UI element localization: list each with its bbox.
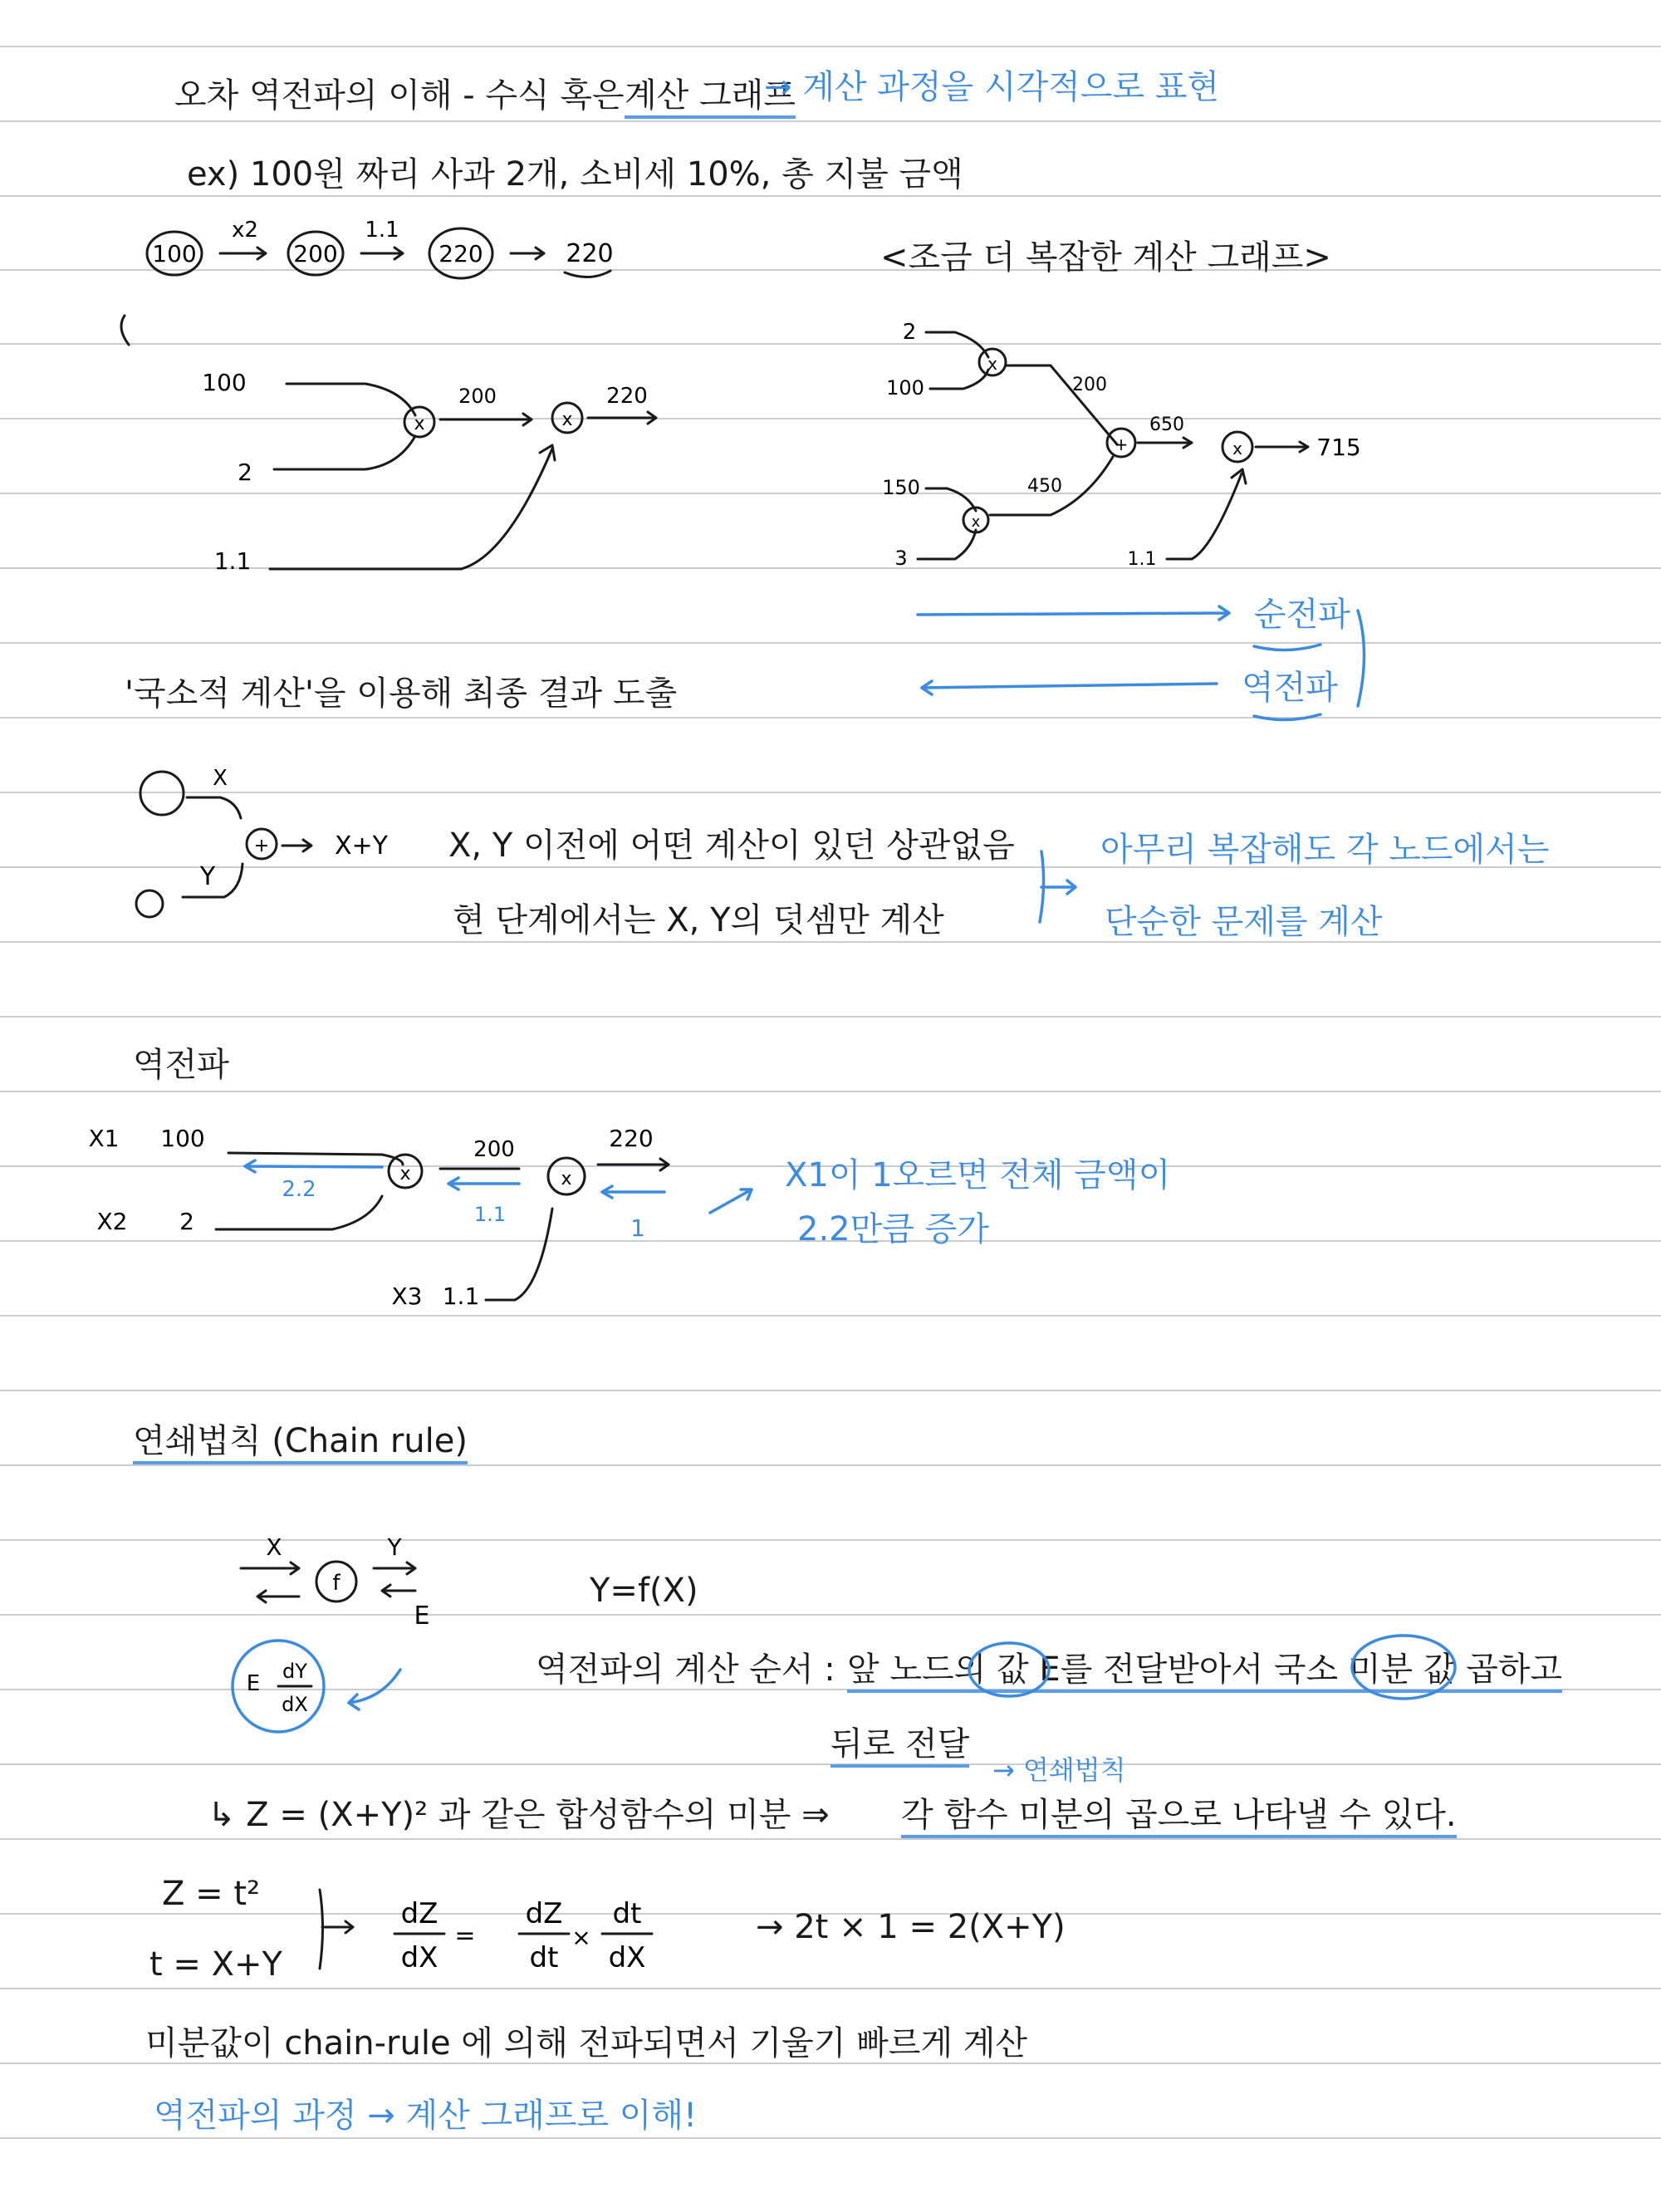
forward-label: 순전파 [1254, 596, 1350, 634]
bp-x2: X2 [96, 1208, 128, 1235]
g1-node1-op: x [414, 414, 425, 434]
svg-text:dX: dX [282, 1693, 308, 1716]
g1-in-c: 1.1 [213, 547, 252, 575]
svg-text:dX: dX [608, 1941, 646, 1974]
chain-result: 220 [566, 239, 614, 268]
order-label: 역전파의 계산 순서 : [536, 1650, 835, 1689]
chain-rule-node [216, 1528, 465, 1744]
derivative-equation [307, 1877, 673, 1994]
title-note: → 계산 과정을 시각적으로 표현 [764, 68, 1220, 106]
demo-out: X+Y [334, 831, 389, 861]
backprop-note1: X1이 1오르면 전체 금액이 [785, 1156, 1171, 1194]
g2-a: 2 [902, 320, 917, 345]
g1-in-a: 100 [202, 369, 247, 396]
bp-g2: 1.1 [473, 1203, 507, 1226]
z-eq: Z = t² [162, 1875, 261, 1913]
add-node-demo [125, 756, 457, 922]
g2-b: 100 [886, 376, 924, 400]
simple-chain [141, 208, 639, 291]
g2-n2-op: x [971, 513, 981, 531]
chain-n1: 100 [152, 240, 197, 267]
bp-x1: X1 [88, 1125, 120, 1152]
demo-line2: 현 단계에서는 X, Y의 덧셈만 계산 [453, 901, 944, 939]
composite-note: → 연쇄법칙 [992, 1754, 1126, 1786]
demo-y: Y [199, 862, 216, 891]
g2-mul: 1.1 [1127, 549, 1157, 570]
chain-op2: 1.1 [365, 218, 399, 243]
g2-d: 3 [894, 547, 908, 570]
bp-mid: 200 [473, 1137, 515, 1162]
svg-text:x: x [399, 1164, 411, 1184]
bp-x3: X3 [391, 1283, 423, 1310]
composite-b: 각 함수 미분의 곱으로 나타낼 수 있다. [901, 1798, 1457, 1838]
svg-text:×: × [571, 1924, 591, 1951]
order-text2: 뒤로 전달 [830, 1728, 969, 1768]
g2-out: 715 [1316, 434, 1361, 461]
local-calc-text: '국소적 계산'을 이용해 최종 결과 도출 [125, 674, 678, 713]
bracket-arrow [1030, 847, 1096, 930]
backprop-note2: 2.2만큼 증가 [797, 1210, 989, 1248]
backprop-heading: 역전파 [133, 1046, 229, 1084]
demo-plus: + [253, 836, 270, 856]
order-text: 앞 노드의 값 E를 전달받아서 국소 미분 값 곱하고 [847, 1653, 1562, 1693]
cr-f: f [332, 1571, 341, 1596]
composite-a: ↳ Z = (X+Y)² 과 같은 합성함수의 미분 ⇒ [208, 1796, 830, 1834]
g1-in-b: 2 [238, 459, 252, 486]
bp-v3: 1.1 [442, 1283, 480, 1310]
g2-c: 150 [882, 476, 920, 499]
g1-node2-op: x [561, 410, 573, 430]
g2-sum: 650 [1149, 414, 1184, 435]
bp-out: 220 [609, 1125, 654, 1152]
backprop-note-arrow [706, 1180, 764, 1221]
cr-e: E [414, 1601, 430, 1631]
chain-op1: x2 [232, 218, 258, 243]
backprop-graph [83, 1113, 747, 1329]
yfx-label: Y=f(X) [590, 1572, 698, 1610]
cr-y: Y [387, 1533, 402, 1561]
g2-n4-op: x [1232, 439, 1242, 459]
t-eq: t = X+Y [149, 1945, 282, 1984]
title-keyword: 계산 그래프 [625, 79, 796, 119]
chain-rule-heading: 연쇄법칙 (Chain rule) [133, 1425, 468, 1464]
graph2-title: <조금 더 복잡한 계산 그래프> [880, 238, 1331, 277]
backward-label: 역전파 [1242, 669, 1338, 707]
svg-text:dt: dt [529, 1941, 559, 1974]
g2-n1-op: x [987, 354, 997, 374]
g2-n3-op: + [1114, 434, 1129, 454]
demo-blue2: 단순한 문제를 계산 [1105, 903, 1383, 941]
computation-graph-1 [116, 282, 698, 581]
g2-cd: 450 [1027, 476, 1062, 497]
cr-e2: E [246, 1671, 261, 1696]
chain-n3: 220 [439, 240, 483, 267]
svg-text:dZ: dZ [400, 1897, 439, 1930]
svg-text:=: = [454, 1921, 476, 1950]
bp-g1: 2.2 [282, 1177, 316, 1202]
svg-text:x: x [561, 1169, 572, 1189]
g1-out: 220 [606, 384, 648, 409]
demo-x: X [213, 766, 228, 791]
bp-g3: 1 [630, 1214, 645, 1242]
summary-2: 역전파의 과정 → 계산 그래프로 이해! [154, 2097, 698, 2135]
g2-ab: 200 [1072, 375, 1107, 395]
g1-mid: 200 [458, 385, 497, 408]
example-text: ex) 100원 짜리 사과 2개, 소비세 10%, 총 지불 금액 [187, 155, 963, 194]
bp-v1: 100 [160, 1125, 205, 1152]
chain-n2: 200 [293, 240, 338, 267]
computation-graph-2 [864, 307, 1445, 581]
svg-text:dZ: dZ [525, 1897, 563, 1930]
svg-text:dX: dX [400, 1941, 439, 1974]
summary-1: 미분값이 chain-rule 에 의해 전파되면서 기울기 빠르게 계산 [145, 2024, 1028, 2062]
demo-blue1: 아무리 복잡해도 각 노드에서는 [1100, 831, 1550, 869]
bp-v2: 2 [179, 1208, 194, 1235]
demo-line1: X, Y 이전에 어떤 계산이 있던 상관없음 [448, 826, 1015, 865]
page-title: 오차 역전파의 이해 - 수식 혹은 [174, 76, 625, 115]
cr-x: X [266, 1533, 282, 1561]
eq-result: → 2t × 1 = 2(X+Y) [756, 1908, 1066, 1946]
svg-text:dt: dt [612, 1897, 642, 1930]
svg-text:dY: dY [282, 1660, 307, 1683]
order-circles [947, 1632, 1462, 1707]
